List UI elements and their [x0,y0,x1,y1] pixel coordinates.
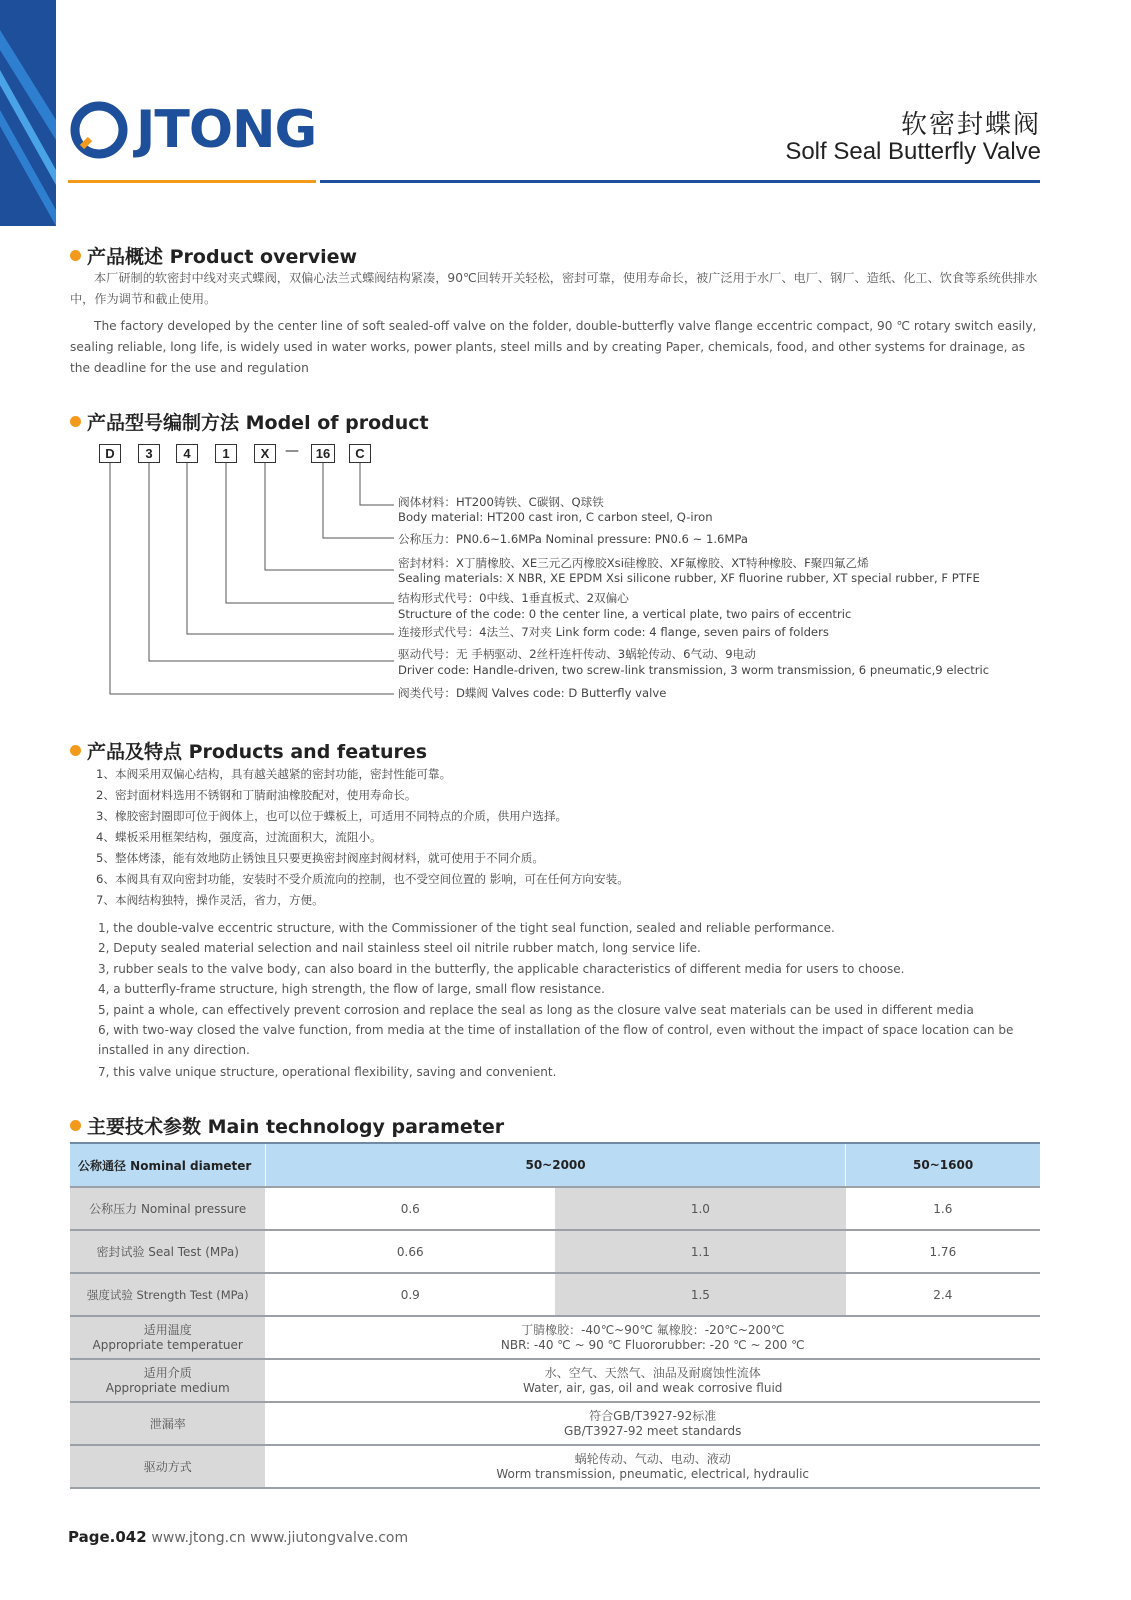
feature-cn-item: 6、本阀具有双向密封功能，安装时不受介质流向的控制，也不受空间位置的 影响，可在任何方向安装。 [96,872,629,886]
overview-text-cn: 本厂研制的软密封中线对夹式蝶阀，双偏心法兰式蝶阀结构紧凑，90℃回转开关轻松，密封可靠，使用寿命长，被广泛用于水厂、电厂、钢厂、造纸、化工、饮食等系统供排水中，作为调节和截止使用。 [70,271,1038,306]
table-cell: 丁腈橡胶：-40℃~90℃ 氟橡胶：-20℃~200℃ NBR: -40 ℃ ~ 90 ℃ Fluororubber: -20 ℃ ~ 200 ℃ [265,1316,1040,1359]
model-line: Sealing materials: X NBR, XE EPDM Xsi silicone rubber, XF fluorine rubber, XT special rubber, F PTFE [398,571,980,585]
page-title-en: Solf Seal Butterfly Valve [785,138,1041,165]
table-cell: 1.76 [846,1230,1040,1273]
model-line: Driver code: Handle-driven, two screw-link transmission, 3 worm transmission, 6 pneumatic,9 electric [398,663,990,677]
table-row-label: 公称压力 Nominal pressure [70,1187,265,1230]
model-line: 结构形式代号：0中线、1垂直板式、2双偏心 [398,591,629,605]
table-row [70,1230,1040,1273]
feature-en-item: 3, rubber seals to the valve body, can also board in the butterfly, the applicable characteristics of different media for users to choose. [98,962,905,976]
model-code-box: 1 [215,444,237,463]
table-cell: 蜗轮传动、气动、电动、液动 Worm transmission, pneumatic, electrical, hydraulic [265,1445,1040,1488]
feature-cn-item: 7、本阀结构独特，操作灵活，省力，方便。 [96,893,324,907]
table-cell: 0.9 [265,1273,555,1316]
feature-en-item: 2, Deputy sealed material selection and nail stainless steel oil nitrile rubber match, long service life. [98,941,701,955]
model-line: Body material: HT200 cast iron, C carbon steel, Q-iron [398,510,713,524]
section-heading-features: 产品及特点 Products and features [70,737,427,764]
model-code-box: 4 [176,444,198,463]
table-row [70,1187,1040,1230]
feature-cn-item: 2、密封面材料选用不锈钢和丁腈耐油橡胶配对，使用寿命长。 [96,788,417,802]
overview-text-en: The factory developed by the center line of soft sealed-off valve on the folder, double-butterfly valve flange eccentric compact, 90 ℃ rotary switch easily, sealing reliable, long life, is widely used in water works, power plants, steel mills and by creating Paper, chemicals, food, and other systems for drainage, as the deadline for the use and regulation [70,319,1037,375]
table-header-row [70,1143,1040,1187]
model-code-box: 16 [311,444,335,463]
model-line: 连接形式代号：4法兰、7对夹 Link form code: 4 flange, seven pairs of folders [398,625,829,639]
section-heading-params: 主要技术参数 Main technology parameter [70,1112,504,1139]
page-footer [68,1528,408,1546]
footer-urls: www.jtong.cn www.jiutongvalve.com [151,1530,409,1546]
section-heading-model: 产品型号编制方法 Model of product [70,408,429,435]
table-row [70,1445,1040,1488]
feature-en-item: 4, a butterfly-frame structure, high strength, the flow of large, small flow resistance. [98,982,605,996]
table-cell: 1.5 [555,1273,846,1316]
table-row-label: 适用介质 Appropriate medium [70,1359,265,1402]
model-code-dash: — [285,443,299,459]
model-line: 阀体材料：HT200铸铁、C碳钢、Q球铁 [398,495,604,509]
feature-cn-item: 4、蝶板采用框架结构，强度高，过流面积大，流阻小。 [96,830,382,844]
table-cell: 水、空气、天然气、油品及耐腐蚀性流体 Water, air, gas, oil and weak corrosive fluid [265,1359,1040,1402]
table-row [70,1316,1040,1359]
feature-cn-item: 5、整体烤漆，能有效地防止锈蚀且只要更换密封阀座封阀材料，就可使用于不同介质。 [96,851,544,865]
model-code-box: 3 [138,444,160,463]
model-line: 驱动代号：无 手柄驱动、2丝杆连杆传动、3蜗轮传动、6气动、9电动 [398,647,756,661]
model-code-box: C [349,444,371,463]
feature-en-item: 1, the double-valve eccentric structure, with the Commissioner of the tight seal function, sealed and reliable performance. [98,921,835,935]
feature-cn-item: 1、本阀采用双偏心结构，具有越关越紧的密封功能，密封性能可靠。 [96,767,452,781]
model-line: 密封材料：X丁腈橡胶、XE三元乙丙橡胶Xsi硅橡胶、XF氟橡胶、XT特种橡胶、F聚四氟乙烯 [398,556,869,570]
table-cell: 1.1 [555,1230,846,1273]
model-line: 阀类代号：D蝶阀 Valves code: D Butterfly valve [398,686,667,700]
table-cell: 2.4 [846,1273,1040,1316]
feature-en-item: 5, paint a whole, can effectively prevent corrosion and replace the seal as long as the closure valve seat materials can be used in different media [98,1003,974,1017]
table-row-label: 密封试验 Seal Test (MPa) [70,1230,265,1273]
parameter-table [70,1142,1040,1489]
table-cell: 0.66 [265,1230,555,1273]
table-header-cell: 50~1600 [846,1143,1040,1187]
table-row [70,1402,1040,1445]
table-row-label: 泄漏率 [70,1402,265,1445]
table-row-label: 驱动方式 [70,1445,265,1488]
table-row [70,1273,1040,1316]
feature-en-item: 7, this valve unique structure, operational flexibility, saving and convenient. [98,1065,557,1079]
feature-cn-item: 3、橡胶密封圈即可位于阀体上，也可以位于蝶板上，可适用不同特点的介质，供用户选择。 [96,809,568,823]
table-cell: 0.6 [265,1187,555,1230]
model-code-box: D [99,444,121,463]
page-number: Page.042 [68,1528,147,1546]
model-line: 公称压力：PN0.6~1.6MPa Nominal pressure: PN0.6 ~ 1.6MPa [398,532,748,546]
table-header-cell: 公称通径 Nominal diameter [70,1143,265,1187]
table-row [70,1359,1040,1402]
model-code-box: X [254,444,276,463]
table-cell: 1.6 [846,1187,1040,1230]
feature-en-item: 6, with two-way closed the valve function, from media at the time of installation of the flow of control, even without the impact of space location can be installed in any direction. [98,1023,1014,1057]
table-row-label: 适用温度 Appropriate temperatuer [70,1316,265,1359]
section-heading-overview: 产品概述 Product overview [70,242,357,269]
brand-name: JTONG [136,100,317,160]
table-cell: 1.0 [555,1187,846,1230]
table-header-cell: 50~2000 [265,1143,845,1187]
bullet-dot-icon [70,1120,81,1131]
model-line: Structure of the code: 0 the center line, a vertical plate, two pairs of eccentric [398,607,852,621]
page-title-cn: 软密封蝶阀 [900,110,1041,140]
table-row-label: 强度试验 Strength Test (MPa) [70,1273,265,1316]
bullet-dot-icon [70,745,81,756]
table-cell: 符合GB/T3927-92标准 GB/T3927-92 meet standards [265,1402,1040,1445]
